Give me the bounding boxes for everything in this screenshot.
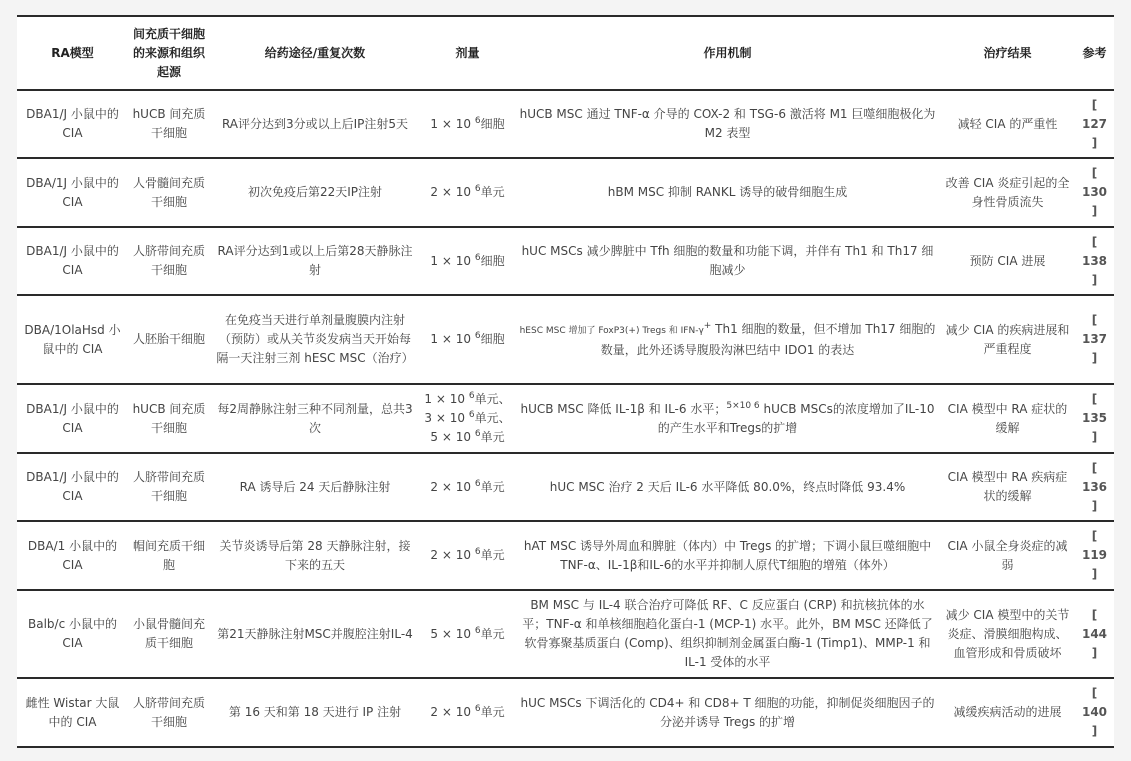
table-row xyxy=(17,453,1114,521)
cell-reference[interactable]: [ 138 ] xyxy=(1075,227,1114,295)
cell-msc-source: 人脐带间充质干细胞 xyxy=(128,227,210,295)
cell-mechanism: hUC MSCs 减少脾脏中 Tfh 细胞的数量和功能下调，并伴有 Th1 和 Th17 细胞减少 xyxy=(515,227,940,295)
table-row xyxy=(17,384,1114,453)
header-msc-source: 间充质干细胞的来源和组织起源 xyxy=(128,16,210,90)
cell-reference[interactable]: [ 119 ] xyxy=(1075,521,1114,590)
cell-ra-model: DBA1/J 小鼠中的 CIA xyxy=(17,453,128,521)
cell-route: 每2周静脉注射三种不同剂量，总共3次 xyxy=(210,384,420,453)
cell-msc-source: 小鼠骨髓间充质干细胞 xyxy=(128,590,210,678)
reference-link[interactable]: 119 xyxy=(1081,548,1108,562)
cell-result: CIA 模型中 RA 疾病症状的缓解 xyxy=(940,453,1075,521)
cell-msc-source: 帽间充质干细胞 xyxy=(128,521,210,590)
cell-route: 在免疫当天进行单剂量腹膜内注射（预防）或从关节炎发病当天开始每隔一天注射三剂 hESC MSC（治疗） xyxy=(210,295,420,384)
table-container xyxy=(17,15,1114,748)
header-result: 治疗结果 xyxy=(940,16,1075,90)
reference-link[interactable]: 144 xyxy=(1081,626,1108,641)
reference-link[interactable]: 140 xyxy=(1081,705,1108,719)
table-header-row xyxy=(17,16,1114,90)
cell-route: RA评分达到1或以上后第28天静脉注射 xyxy=(210,227,420,295)
cell-ra-model: Balb/c 小鼠中的 CIA xyxy=(17,590,128,678)
cell-route: 第21天静脉注射MSC并腹腔注射IL-4 xyxy=(210,590,420,678)
cell-result: 改善 CIA 炎症引起的全身性骨质流失 xyxy=(940,158,1075,227)
cell-route: 第 16 天和第 18 天进行 IP 注射 xyxy=(210,678,420,747)
dose-value: 3 × 10 $^6$单元、 xyxy=(424,410,511,425)
dose-value: 1 × 10 $^6$细胞 xyxy=(430,252,505,268)
cell-result: 预防 CIA 进展 xyxy=(940,227,1075,295)
cell-dose xyxy=(420,227,515,295)
cell-result: CIA 小鼠全身炎症的减弱 xyxy=(940,521,1075,590)
dose-value: 2 × 10 $^6$单元 xyxy=(430,478,505,494)
cell-ra-model: 雌性 Wistar 大鼠中的 CIA xyxy=(17,678,128,747)
cell-ra-model: DBA1/J 小鼠中的 CIA xyxy=(17,90,128,158)
header-route: 给药途径/重复次数 xyxy=(210,16,420,90)
cell-dose xyxy=(420,453,515,521)
cell-ra-model: DBA/1OlaHsd 小鼠中的 CIA xyxy=(17,295,128,384)
cell-route: 初次免疫后第22天IP注射 xyxy=(210,158,420,227)
dose-value: 5 × 10 $^6$单元 xyxy=(430,625,505,641)
reference-link[interactable]: 130 xyxy=(1081,185,1108,199)
table-row xyxy=(17,227,1114,295)
dose-value: 1 × 10 $^6$单元、 xyxy=(424,391,511,406)
cell-ra-model: DBA1/J 小鼠中的 CIA xyxy=(17,384,128,453)
cell-ra-model: DBA/1 小鼠中的 CIA xyxy=(17,521,128,590)
reference-link[interactable]: 135 xyxy=(1081,411,1108,425)
dose-value: 5 × 10 $^6$单元 xyxy=(430,429,505,444)
reference-link[interactable]: 127 xyxy=(1081,116,1108,131)
cell-mechanism: BM MSC 与 IL-4 联合治疗可降低 RF、C 反应蛋白 (CRP) 和抗核抗体的水平；TNF-α 和单核细胞趋化蛋白-1 (MCP-1) 水平。此外，BM MSC 还降低了软骨寡聚基质蛋白 (Comp)、组织抑制剂金属蛋白酶-1 (Timp1)、MMP-1 和 IL-1 受体的水平 xyxy=(515,590,940,678)
cell-mechanism: hUC MSCs 下调活化的 CD4+ 和 CD8+ T 细胞的功能，抑制促炎细胞因子的分泌并诱导 Tregs 的扩增 xyxy=(515,678,940,747)
ra-msc-table xyxy=(17,15,1114,748)
cell-dose xyxy=(420,295,515,384)
cell-reference[interactable]: [ 136 ] xyxy=(1075,453,1114,521)
cell-result: CIA 模型中 RA 症状的缓解 xyxy=(940,384,1075,453)
cell-result: 减少 CIA 模型中的关节炎症、滑膜细胞构成、血管形成和骨质破坏 xyxy=(940,590,1075,678)
cell-mechanism: hBM MSC 抑制 RANKL 诱导的破骨细胞生成 xyxy=(515,158,940,227)
cell-route: 关节炎诱导后第 28 天静脉注射，接下来的五天 xyxy=(210,521,420,590)
cell-reference[interactable]: [ 127 ] xyxy=(1075,90,1114,158)
table-row xyxy=(17,90,1114,158)
cell-msc-source: hUCB 间充质干细胞 xyxy=(128,90,210,158)
table-row xyxy=(17,158,1114,227)
cell-route: RA评分达到3分或以上后IP注射5天 xyxy=(210,90,420,158)
table-row xyxy=(17,521,1114,590)
table-row xyxy=(17,678,1114,747)
reference-link[interactable]: 137 xyxy=(1081,332,1108,346)
reference-link[interactable]: 136 xyxy=(1081,479,1108,494)
cell-reference[interactable]: [ 130 ] xyxy=(1075,158,1114,227)
cell-dose xyxy=(420,521,515,590)
dose-value: 2 × 10 $^6$单元 xyxy=(430,547,505,562)
cell-reference[interactable]: [ 144 ] xyxy=(1075,590,1114,678)
dose-value: 1 × 10 $^6$细胞 xyxy=(430,331,505,346)
cell-reference[interactable]: [ 137 ] xyxy=(1075,295,1114,384)
cell-route: RA 诱导后 24 天后静脉注射 xyxy=(210,453,420,521)
dose-value: 2 × 10 $^6$单元 xyxy=(430,184,505,199)
cell-dose xyxy=(420,678,515,747)
cell-msc-source: 人脐带间充质干细胞 xyxy=(128,453,210,521)
cell-dose xyxy=(420,590,515,678)
header-mechanism: 作用机制 xyxy=(515,16,940,90)
cell-reference[interactable]: [ 135 ] xyxy=(1075,384,1114,453)
cell-mechanism: hAT MSC 诱导外周血和脾脏（体内）中 Tregs 的扩增；下调小鼠巨噬细胞中 TNF-α、IL-1β和IL-6的水平并抑制人原代T细胞的增殖（体外） xyxy=(515,521,940,590)
cell-result: 减轻 CIA 的严重性 xyxy=(940,90,1075,158)
table-row xyxy=(17,590,1114,678)
table-row xyxy=(17,295,1114,384)
dose-value: 1 × 10 $^6$细胞 xyxy=(430,115,505,131)
cell-result: 减少 CIA 的疾病进展和严重程度 xyxy=(940,295,1075,384)
cell-reference[interactable]: [ 140 ] xyxy=(1075,678,1114,747)
header-ra-model: RA模型 xyxy=(17,16,128,90)
cell-mechanism: hUC MSC 治疗 2 天后 IL-6 水平降低 80.0%，终点时降低 93.4% xyxy=(515,453,940,521)
cell-mechanism: hUCB MSC 通过 TNF-α 介导的 COX-2 和 TSG-6 激活将 M1 巨噬细胞极化为 M2 表型 xyxy=(515,90,940,158)
cell-msc-source: 人胚胎干细胞 xyxy=(128,295,210,384)
cell-msc-source: 人骨髓间充质干细胞 xyxy=(128,158,210,227)
dose-value: 2 × 10 $^6$单元 xyxy=(430,704,505,719)
cell-result: 减缓疾病活动的进展 xyxy=(940,678,1075,747)
cell-msc-source: 人脐带间充质干细胞 xyxy=(128,678,210,747)
cell-ra-model: DBA/1J 小鼠中的 CIA xyxy=(17,158,128,227)
header-reference: 参考 xyxy=(1075,16,1114,90)
cell-mechanism: hUCB MSC 降低 IL-1β 和 IL-6 水平；$^{5\times 10 6}$ hUCB MSCs的浓度增加了IL-10的产生水平和Tregs的扩增 xyxy=(515,384,940,453)
cell-dose xyxy=(420,90,515,158)
cell-msc-source: hUCB 间充质干细胞 xyxy=(128,384,210,453)
reference-link[interactable]: 138 xyxy=(1081,253,1108,268)
cell-dose xyxy=(420,158,515,227)
mechanism-small-text: hESC MSC 增加了 FoxP3(+) Tregs 和 IFN-γ xyxy=(519,325,704,336)
header-dose: 剂量 xyxy=(420,16,515,90)
cell-ra-model: DBA1/J 小鼠中的 CIA xyxy=(17,227,128,295)
cell-mechanism: hESC MSC 增加了 FoxP3(+) Tregs 和 IFN-γ+ Th1 细胞的数量，但不增加 Th17 细胞的数量，此外还诱导腹股沟淋巴结中 IDO1 的表达 xyxy=(515,295,940,384)
cell-dose xyxy=(420,384,515,453)
